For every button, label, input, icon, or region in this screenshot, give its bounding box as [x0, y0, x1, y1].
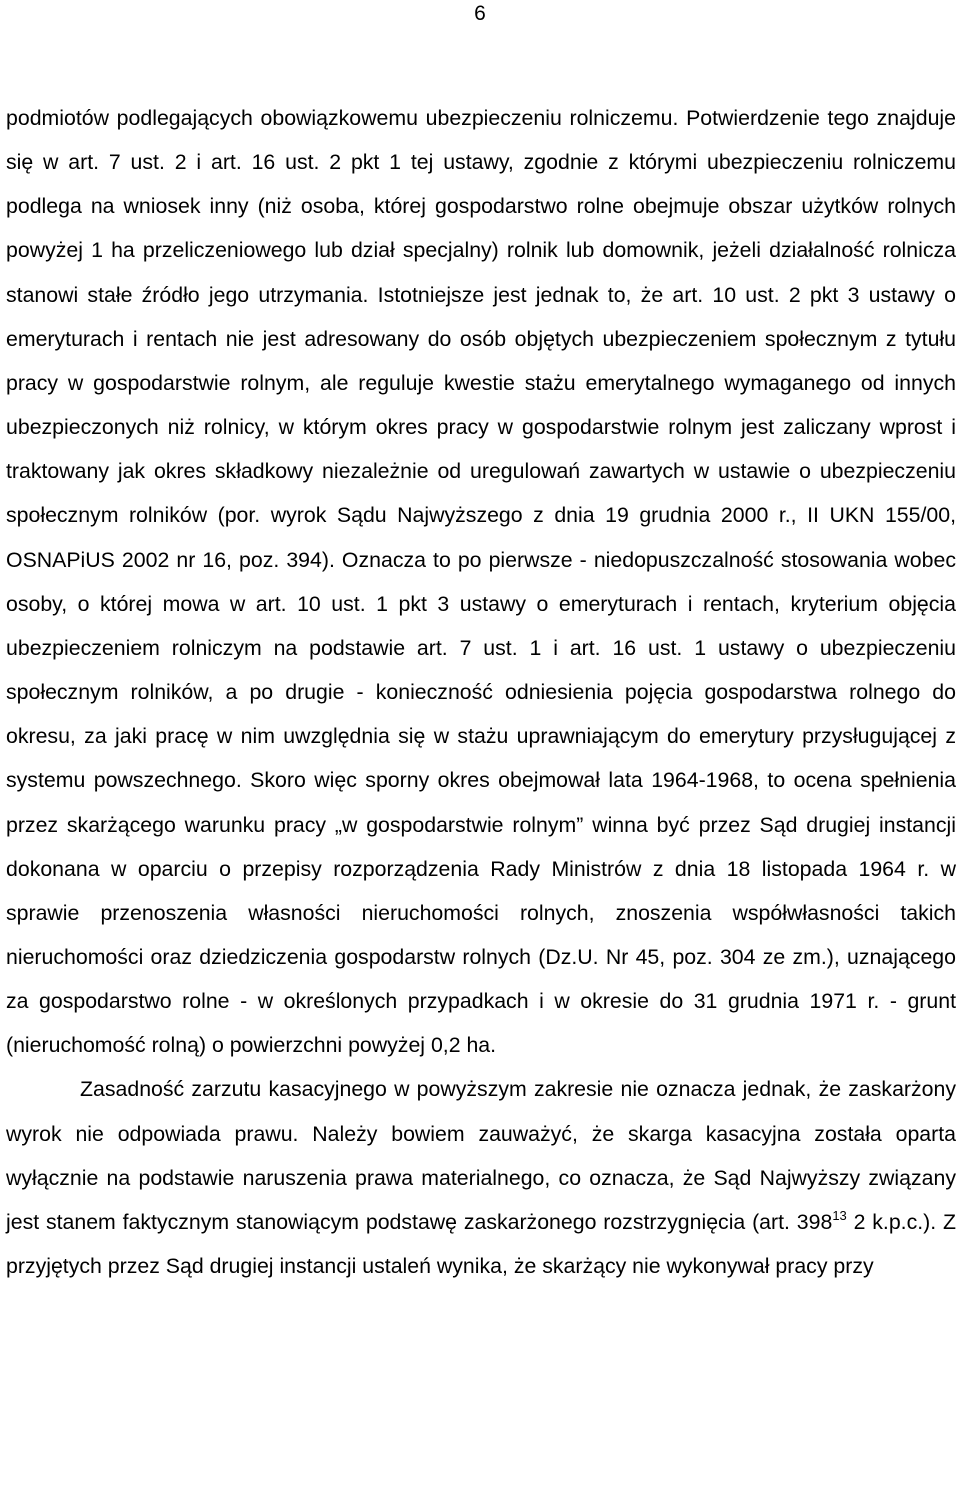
paragraph: podmiotów podlegających obowiązkowemu ubezpieczeniu rolniczemu. Potwierdzenie tego znajduje się w art. 7 ust. 2 i art. 16 ust. 2 pkt 1 tej ustawy, zgodnie z którymi ubezpieczeniu rolniczemu podlega na wniosek inny (niż osoba, której gospodarstwo rolne obejmuje obszar użytków rolnych powyżej 1 ha przeliczeniowego lub dział specjalny) rolnik lub domownik, jeżeli działalność rolnicza stanowi stałe źródło jego utrzymania. Istotniejsze jest jednak to, że art. 10 ust. 2 pkt 3 ustawy o emeryturach i rentach nie jest adresowany do osób objętych ubezpieczeniem społecznym z tytułu pracy w gospodarstwie rolnym, ale reguluje kwestie stażu emerytalnego wymaganego od innych ubezpieczonych niż rolnicy, w którym okres pracy w gospodarstwie rolnym jest zaliczany wprost i traktowany jak okres składkowy niezależnie od uregulowań zawartych w ustawie o ubezpieczeniu społecznym rolników (por. wyrok Sądu Najwyższego z dnia 19 grudnia 2000 r., II UKN 155/00, OSNAPiUS 2002 nr 16, poz. 394). Oznacza to po pierwsze - niedopuszczalność stosowania wobec osoby, o której mowa w art. 10 ust. 1 pkt 3 ustawy o emeryturach i rentach, kryterium objęcia ubezpieczeniem rolniczym na podstawie art. 7 ust. 1 i art. 16 ust. 1 ustawy o ubezpieczeniu społecznym rolników, a po drugie - konieczność odniesienia pojęcia gospodarstwa rolnego do okresu, za jaki pracę w nim uwzględnia się w stażu uprawniającym do emerytury przysługującej z systemu powszechnego. Skoro więc sporny okres obejmował lata 1964-1968, to ocena spełnienia przez skarżącego warunku pracy „w gospodarstwie rolnym” winna być przez Sąd drugiej instancji dokonana w oparciu o przepisy rozporządzenia Rady Ministrów z dnia 18 listopada 1964 r. w sprawie przenoszenia własności nieruchomości rolnych, znoszenia współwłasności takich nieruchomości oraz dziedziczenia gospodarstw rolnych (Dz.U. Nr 45, poz. 304 ze zm.), uznającego za gospodarstwo rolne - w określonych przypadkach i w okresie do 31 grudnia 1971 r. - grunt (nieruchomość rolną) o powierzchni powyżej 0,2 ha.: [6, 106, 956, 1058]
paragraph-text: 2 k.p.c.). Z przyjętych przez Sąd drugiej instancji ustaleń wynika, że skarżący nie wykonywał pracy przy: [6, 1209, 956, 1279]
superscript: 13: [832, 1207, 847, 1223]
document-body: [6, 96, 956, 1288]
paragraph: [6, 1067, 956, 1288]
paragraph-text: Zasadność zarzutu kasacyjnego w powyższym zakresie nie oznacza jednak, że zaskarżony wyrok nie odpowiada prawu. Należy bowiem zauważyć, że skarga kasacyjna została oparta wyłącznie na podstawie naruszenia prawa materialnego, co oznacza, że Sąd Najwyższy związany jest stanem faktycznym stanowiącym podstawę zaskarżonego rozstrzygnięcia (art. 398: [6, 1077, 956, 1234]
page-number: 6: [474, 2, 486, 25]
